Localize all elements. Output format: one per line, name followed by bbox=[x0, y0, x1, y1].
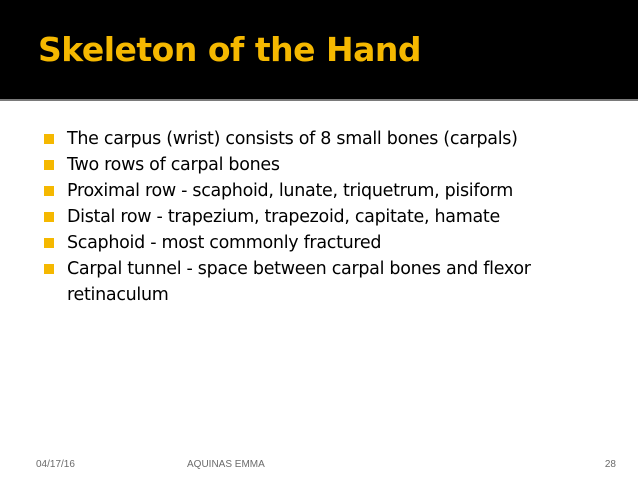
square-bullet-icon bbox=[44, 160, 54, 170]
bullet-item bbox=[44, 126, 604, 152]
square-bullet-icon bbox=[44, 264, 54, 274]
square-bullet-icon bbox=[44, 186, 54, 196]
bullet-list bbox=[44, 126, 604, 308]
footer-author: AQUINAS EMMA bbox=[187, 459, 265, 470]
bullet-text: Scaphoid - most commonly fractured bbox=[67, 233, 382, 253]
bullet-item bbox=[44, 230, 604, 256]
bullet-item bbox=[44, 204, 604, 230]
bullet-text: The carpus (wrist) consists of 8 small bones (carpals) bbox=[67, 129, 518, 149]
bullet-item bbox=[44, 256, 604, 308]
bullet-text: Distal row - trapezium, trapezoid, capitate, hamate bbox=[67, 207, 500, 227]
slide-title: Skeleton of the Hand bbox=[38, 30, 421, 69]
square-bullet-icon bbox=[44, 134, 54, 144]
title-bar bbox=[0, 0, 638, 101]
footer-date: 04/17/16 bbox=[36, 459, 75, 470]
page-number: 28 bbox=[604, 459, 616, 470]
bullet-item bbox=[44, 178, 604, 204]
bullet-item bbox=[44, 152, 604, 178]
bullet-text: Carpal tunnel - space between carpal bones and flexor retinaculum bbox=[67, 259, 531, 305]
square-bullet-icon bbox=[44, 212, 54, 222]
bullet-text: Proximal row - scaphoid, lunate, triquetrum, pisiform bbox=[67, 181, 513, 201]
bullet-text: Two rows of carpal bones bbox=[67, 155, 280, 175]
square-bullet-icon bbox=[44, 238, 54, 248]
